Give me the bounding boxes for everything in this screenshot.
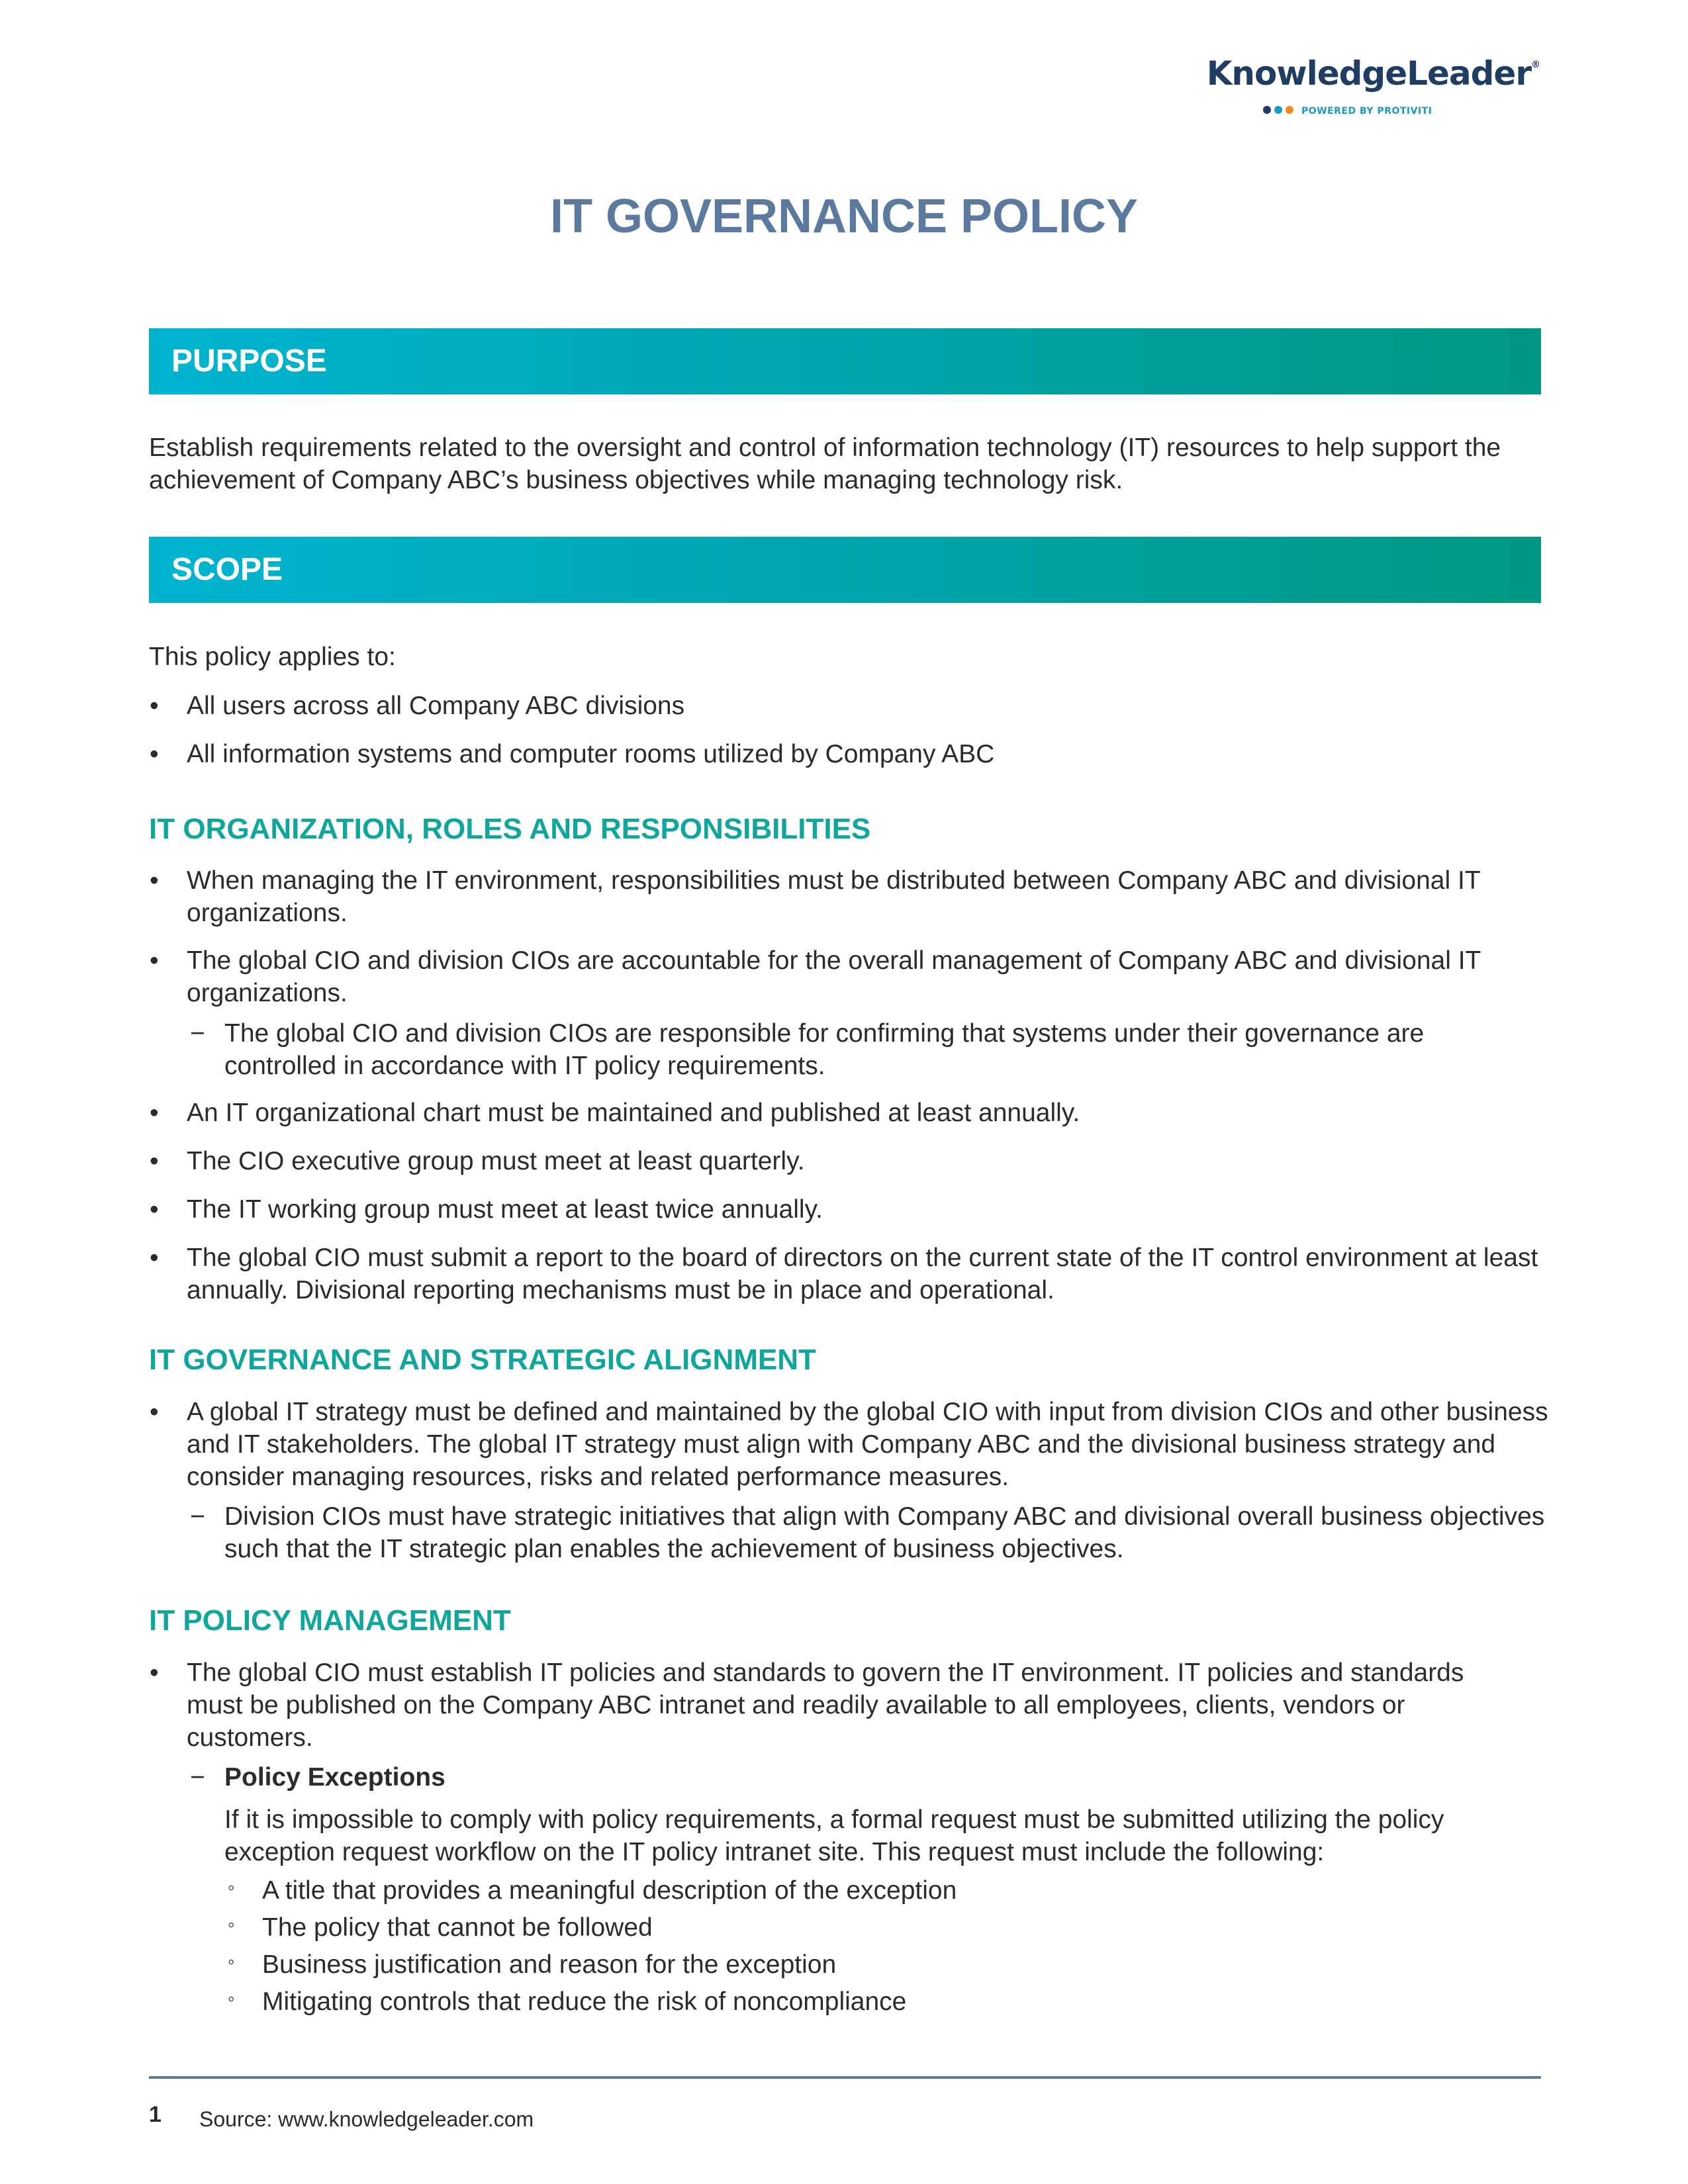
dash-marker: − bbox=[190, 1019, 205, 1048]
subheading-policy-management: IT POLICY MANAGEMENT bbox=[149, 1604, 511, 1637]
list-item bbox=[150, 690, 1570, 722]
list-item bbox=[150, 1145, 1570, 1177]
list-item-text: The global CIO must submit a report to the board of directors on the current state of the IT control environment at least annually. Divisional reporting mechanisms must be in place and operational. bbox=[187, 1244, 1538, 1304]
scope-intro: This policy applies to: bbox=[149, 643, 396, 671]
list-item bbox=[150, 1657, 1511, 1754]
dash-marker: − bbox=[190, 1502, 205, 1531]
list-item-text: When managing the IT environment, responsibilities must be distributed between Company ABC and divisional IT organizations. bbox=[187, 866, 1480, 927]
list-item-text: The global CIO must establish IT policies and standards to govern the IT environment. IT policies and standards must be published on the Company ABC intranet and readily available to all employees, clients, vendors or customers. bbox=[187, 1659, 1464, 1752]
bullet-marker: • bbox=[150, 1398, 159, 1426]
sub-list-item bbox=[190, 1500, 1548, 1565]
list-item-text: Division CIOs must have strategic initiatives that align with Company ABC and divisional overall business objectives such that the IT strategic plan enables the achievement of business objectives. bbox=[224, 1502, 1545, 1563]
bullet-marker: • bbox=[150, 946, 159, 975]
list-item-text: A global IT strategy must be defined and maintained by the global CIO with input from division CIOs and other business and IT stakeholders. The global IT strategy must align with Company ABC and the divisional business strategy and consider managing resources, risks and related performance measures. bbox=[187, 1398, 1548, 1491]
bullet-marker: • bbox=[150, 1195, 159, 1224]
section-banner-purpose bbox=[149, 328, 1541, 394]
purpose-text: Establish requirements related to the oversight and control of information technology (IT) resources to help support the achievement of Company ABC’s business objectives while managing technology risk. bbox=[149, 433, 1501, 494]
policy-exceptions-text: If it is impossible to comply with policy requirements, a formal request must be submitted utilizing the policy exception request workflow on the IT policy intranet site. This request must include the following: bbox=[224, 1805, 1444, 1866]
footer-source: Source: www.knowledgeleader.com bbox=[199, 2107, 534, 2131]
logo-dot-blue bbox=[1274, 106, 1282, 114]
list-item bbox=[150, 1396, 1570, 1493]
list-item bbox=[150, 738, 1570, 770]
bullet-marker: • bbox=[150, 1147, 159, 1175]
list-item bbox=[150, 944, 1570, 1009]
page-number: 1 bbox=[149, 2102, 162, 2127]
circle-marker: ◦ bbox=[228, 1877, 235, 1899]
list-item-text: A title that provides a meaningful description of the exception bbox=[262, 1876, 957, 1905]
list-item bbox=[150, 1193, 1570, 1226]
logo-wordmark bbox=[1207, 54, 1540, 93]
sub-sub-list-item bbox=[228, 1911, 1520, 1944]
list-item-text: All information systems and computer rooms utilized by Company ABC bbox=[187, 740, 995, 768]
registered-mark: ® bbox=[1531, 60, 1540, 70]
bullet-marker: • bbox=[150, 1659, 159, 1687]
list-item-text: The CIO executive group must meet at least quarterly. bbox=[187, 1147, 805, 1175]
list-item-text: The global CIO and division CIOs are accountable for the overall management of Company ABC and divisional IT organizations. bbox=[187, 946, 1481, 1007]
logo-dot-navy bbox=[1263, 106, 1271, 114]
bullet-marker: • bbox=[150, 866, 159, 895]
logo-dots-icon bbox=[1263, 106, 1293, 114]
bullet-marker: • bbox=[150, 1244, 159, 1272]
sub-list-item bbox=[190, 1017, 1542, 1082]
bullet-marker: • bbox=[150, 1099, 159, 1127]
section-heading-scope: SCOPE bbox=[171, 552, 283, 587]
circle-marker: ◦ bbox=[228, 1914, 235, 1936]
logo-brand-text: KnowledgeLeader bbox=[1206, 54, 1531, 93]
sub-sub-list-item bbox=[228, 1948, 1520, 1981]
footer-divider bbox=[149, 2076, 1541, 2079]
sub-list-item bbox=[190, 1761, 1542, 1794]
list-item-text: The global CIO and division CIOs are responsible for confirming that systems under their governance are controlled in accordance with IT policy requirements. bbox=[224, 1019, 1425, 1080]
list-item-text: Mitigating controls that reduce the risk of noncompliance bbox=[262, 1987, 907, 2016]
circle-marker: ◦ bbox=[228, 1951, 235, 1973]
logo-dot-orange bbox=[1286, 106, 1293, 114]
dash-marker: − bbox=[190, 1763, 205, 1792]
section-heading-purpose: PURPOSE bbox=[171, 343, 327, 379]
list-item-text: The IT working group must meet at least twice annually. bbox=[187, 1195, 823, 1224]
logo-tagline: POWERED BY PROTIVITI bbox=[1301, 106, 1432, 116]
subheading-alignment: IT GOVERNANCE AND STRATEGIC ALIGNMENT bbox=[149, 1343, 816, 1376]
knowledgeleader-logo bbox=[1196, 54, 1540, 127]
list-item-text: All users across all Company ABC divisions bbox=[187, 692, 685, 720]
policy-exceptions-heading: Policy Exceptions bbox=[224, 1763, 445, 1792]
list-item-text: The policy that cannot be followed bbox=[262, 1913, 653, 1942]
document-title: IT GOVERNANCE POLICY bbox=[549, 190, 1139, 243]
sub-sub-list-item bbox=[228, 1985, 1520, 2018]
list-item bbox=[150, 1097, 1570, 1129]
list-item-text: An IT organizational chart must be maintained and published at least annually. bbox=[187, 1099, 1080, 1127]
subheading-roles: IT ORGANIZATION, ROLES AND RESPONSIBILITIES bbox=[149, 813, 871, 845]
circle-marker: ◦ bbox=[228, 1988, 235, 2010]
bullet-marker: • bbox=[150, 740, 159, 768]
sub-sub-list-item bbox=[228, 1874, 1520, 1907]
bullet-marker: • bbox=[150, 692, 159, 720]
list-item bbox=[150, 864, 1570, 929]
list-item-text: Business justification and reason for the exception bbox=[262, 1950, 837, 1979]
list-item bbox=[150, 1242, 1570, 1306]
section-banner-scope bbox=[149, 537, 1541, 603]
